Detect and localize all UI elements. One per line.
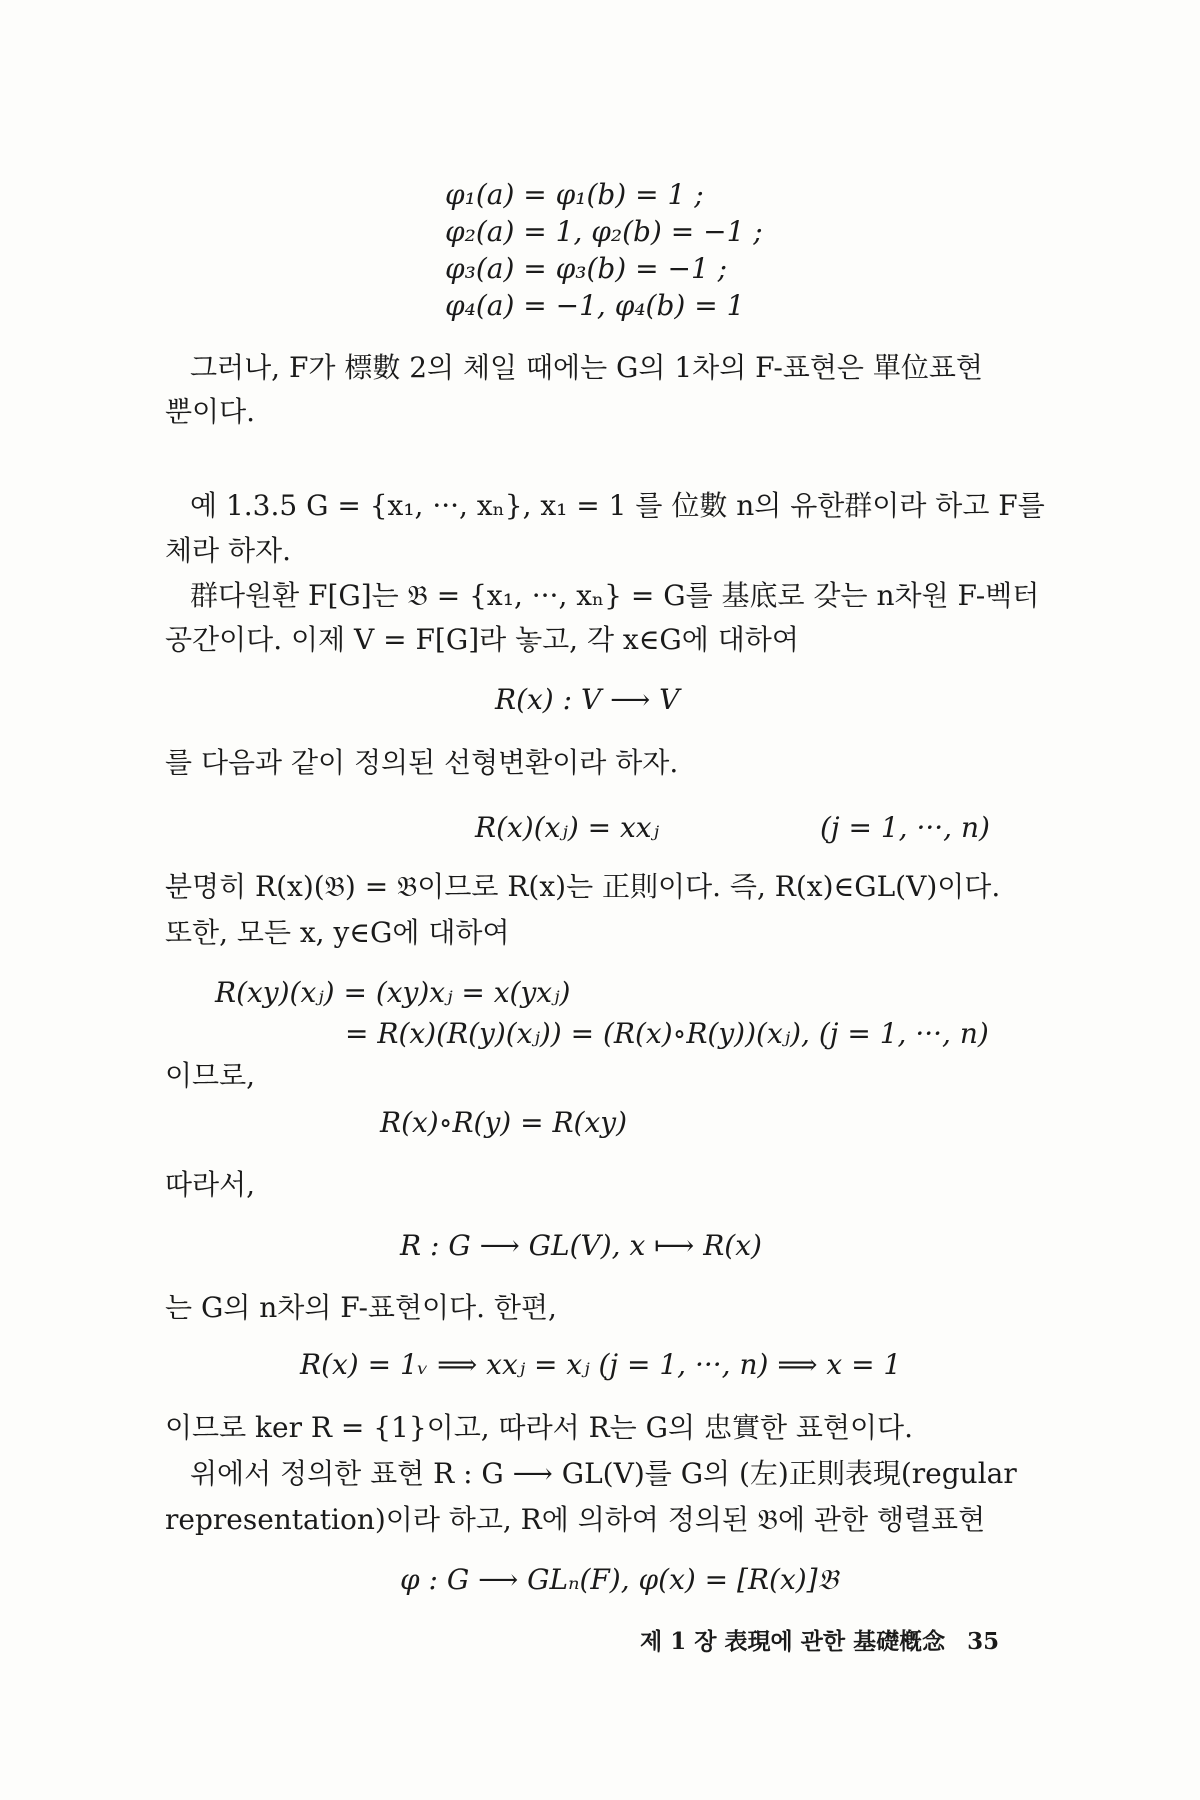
phi3-equation: φ₃(a) = φ₃(b) = −1 ; xyxy=(445,252,728,285)
chapter-title: 제 1 장 表現에 관한 基礎槪念 xyxy=(640,1628,946,1655)
paragraph-char2-line2: 뿐이다. xyxy=(165,395,256,428)
paragraph-hence: 따라서, xyxy=(165,1168,256,1201)
paragraph-n-degree: 는 G의 n차의 F-표현이다. 한편, xyxy=(165,1291,557,1324)
phi4-equation: φ₄(a) = −1, φ₄(b) = 1 xyxy=(445,289,745,322)
phi1-equation: φ₁(a) = φ₁(b) = 1 ; xyxy=(445,178,704,211)
paragraph-regular-line2: 또한, 모든 x, y∈G에 대하여 xyxy=(165,916,510,949)
equation-definition-range: (j = 1, ···, n) xyxy=(820,811,990,844)
phi2-equation: φ₂(a) = 1, φ₂(b) = −1 ; xyxy=(445,215,763,248)
paragraph-group-algebra-line1: 群다원환 F[G]는 𝔅 = {x₁, ···, xₙ} = G를 基底로 갖는 n차원 F-벡터 xyxy=(190,579,1040,612)
paragraph-therefore: 이므로, xyxy=(165,1059,256,1092)
page-footer xyxy=(640,1624,999,1660)
equation-definition: R(x)(xⱼ) = xxⱼ xyxy=(475,811,659,844)
paragraph-char2-line1: 그러나, F가 標數 2의 체일 때에는 G의 1차의 F-표현은 單位표현 xyxy=(190,351,983,384)
equation-composition: R(x)∘R(y) = R(xy) xyxy=(380,1106,627,1139)
equation-homomorphism-line1: R(xy)(xⱼ) = (xy)xⱼ = x(yxⱼ) xyxy=(215,976,571,1009)
page-number: 35 xyxy=(967,1628,1000,1655)
equation-Rx-map: R(x) : V ⟶ V xyxy=(495,683,680,716)
paragraph-faithful: 이므로 ker R = {1}이고, 따라서 R는 G의 忠實한 표현이다. xyxy=(165,1411,913,1444)
equation-representation-map: R : G ⟶ GL(V), x ⟼ R(x) xyxy=(400,1229,762,1262)
paragraph-regular-line1: 분명히 R(x)(𝔅) = 𝔅이므로 R(x)는 正則이다. 즉, R(x)∈GL(V)이다. xyxy=(165,870,1001,903)
paragraph-definition-line1: 위에서 정의한 표현 R : G ⟶ GL(V)를 G의 (左)正則表現(regular xyxy=(190,1457,1017,1490)
example-heading-line1: 예 1.3.5 G = {x₁, ···, xₙ}, x₁ = 1 를 位數 n의 유한群이라 하고 F를 xyxy=(190,489,1045,522)
paragraph-linear-transform: 를 다음과 같이 정의된 선형변환이라 하자. xyxy=(165,746,679,779)
paragraph-group-algebra-line2: 공간이다. 이제 V = F[G]라 놓고, 각 x∈G에 대하여 xyxy=(165,623,799,656)
paragraph-definition-line2: representation)이라 하고, R에 의하여 정의된 𝔅에 관한 행렬표현 xyxy=(165,1503,986,1536)
example-heading-line2: 체라 하자. xyxy=(165,534,291,567)
equation-matrix-representation: φ : G ⟶ GLₙ(F), φ(x) = [R(x)]𝔅 xyxy=(400,1563,838,1596)
equation-kernel: R(x) = 1ᵥ ⟹ xxⱼ = xⱼ (j = 1, ···, n) ⟹ x = 1 xyxy=(300,1348,902,1381)
equation-homomorphism-line2: = R(x)(R(y)(xⱼ)) = (R(x)∘R(y))(xⱼ), (j = 1, ···, n) xyxy=(345,1017,989,1050)
